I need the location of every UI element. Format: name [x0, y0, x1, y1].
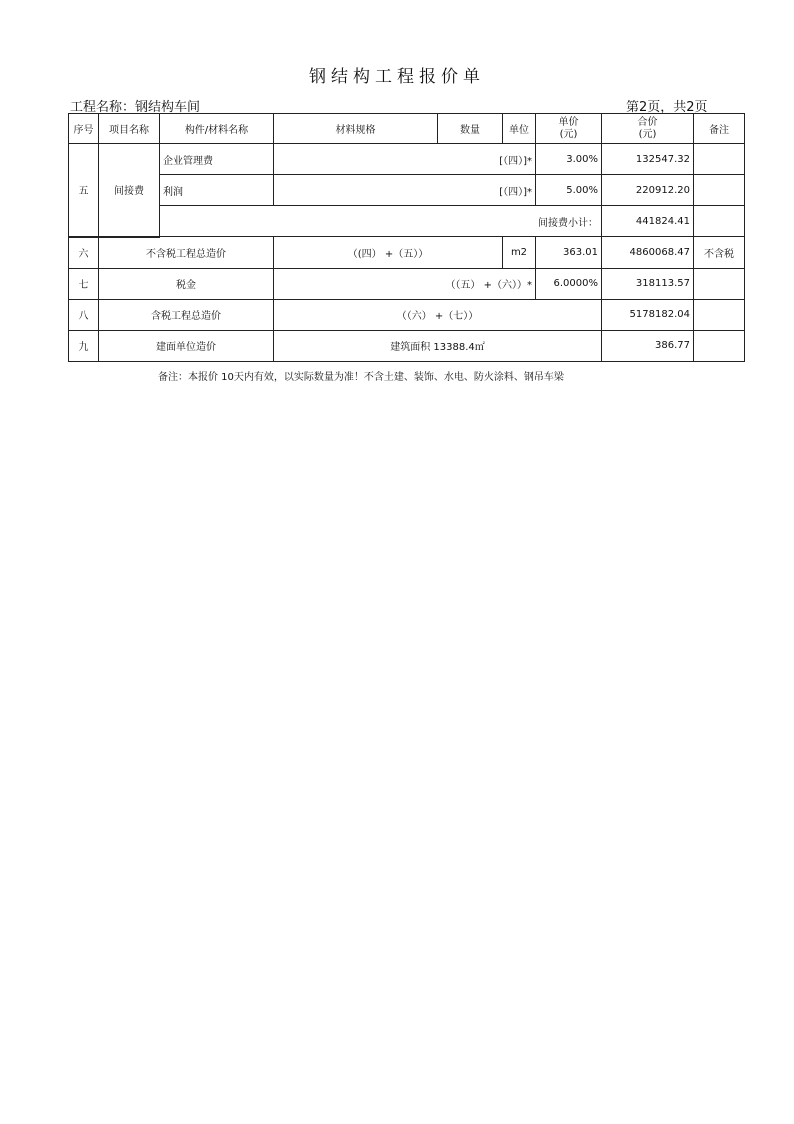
row-five-sub2-formula: [（四）]*	[274, 175, 536, 206]
header-component: 构件/材料名称	[160, 114, 274, 144]
header-spec: 材料规格	[274, 114, 438, 144]
row-six-seq: 六	[69, 237, 99, 269]
table-header	[69, 114, 745, 144]
footnote: 备注：本报价 10天内有效，以实际数量为准！不含土建、装饰、水电、防火涂料、钢吊车梁	[158, 372, 564, 383]
row-six-price: 363.01	[536, 237, 602, 269]
row-five-sub1-formula: [（四）]*	[274, 144, 536, 175]
row-five-subtotal-value: 441824.41	[602, 206, 694, 237]
row-five-sub2-name: 利润	[160, 175, 274, 206]
row-five-subtotal-remark	[694, 206, 745, 237]
row-nine-seq: 九	[69, 330, 99, 361]
table-row	[69, 268, 745, 299]
header-seq: 序号	[69, 114, 99, 144]
row-five-sub1-remark	[694, 144, 745, 175]
header-total-line1: 合价	[637, 116, 658, 128]
row-seven-item: 税金	[99, 268, 274, 299]
row-seven-remark	[694, 268, 745, 299]
page-title: 钢结构工程报价单	[309, 67, 485, 87]
header-qty: 数量	[438, 114, 503, 144]
table-row	[69, 237, 745, 269]
header-total	[602, 114, 694, 144]
row-eight-total: 5178182.04	[602, 299, 694, 330]
table-row	[69, 206, 745, 237]
row-five-seq: 五	[69, 144, 99, 237]
row-nine-formula: 建筑面积 13388.4㎡	[274, 330, 602, 361]
header-total-line2: (元)	[638, 128, 657, 140]
row-seven-price: 6.0000%	[536, 268, 602, 299]
row-five-sub2-remark	[694, 175, 745, 206]
row-nine-item: 建面单位造价	[99, 330, 274, 361]
row-six-item: 不含税工程总造价	[99, 237, 274, 269]
table-row	[69, 175, 745, 206]
row-seven-formula: （（五） +（六））*	[274, 268, 536, 299]
row-six-unit: m2	[503, 237, 536, 269]
table-row	[69, 144, 745, 175]
project-name: 工程名称：钢结构车间	[70, 100, 201, 115]
row-six-total: 4860068.47	[602, 237, 694, 269]
header-remark: 备注	[694, 114, 745, 144]
row-five-sub1-name: 企业管理费	[160, 144, 274, 175]
row-eight-seq: 八	[69, 299, 99, 330]
row-six-remark: 不含税	[694, 237, 745, 269]
row-eight-formula: （（六） +（七））	[274, 299, 602, 330]
table-row	[69, 330, 745, 361]
row-seven-seq: 七	[69, 268, 99, 299]
header-unit: 单位	[503, 114, 536, 144]
row-five-sub1-rate: 3.00%	[536, 144, 602, 175]
row-five-subtotal-label: 间接费小计：	[160, 206, 602, 237]
row-seven-total: 318113.57	[602, 268, 694, 299]
row-five-sub2-rate: 5.00%	[536, 175, 602, 206]
quote-table	[68, 113, 745, 362]
row-five-sub2-total: 220912.20	[602, 175, 694, 206]
row-five-sub1-total: 132547.32	[602, 144, 694, 175]
header-price	[536, 114, 602, 144]
table-row	[69, 299, 745, 330]
row-eight-item: 含税工程总造价	[99, 299, 274, 330]
header-price-line1: 单价	[558, 116, 579, 128]
row-eight-remark	[694, 299, 745, 330]
header-price-line2: (元)	[559, 128, 578, 140]
row-five-item: 间接费	[99, 144, 160, 237]
header-item: 项目名称	[99, 114, 160, 144]
row-nine-remark	[694, 330, 745, 361]
page-number: 第2页，共2页	[626, 100, 708, 115]
row-six-formula: （(四） +（五））	[274, 237, 503, 269]
row-nine-total: 386.77	[602, 330, 694, 361]
